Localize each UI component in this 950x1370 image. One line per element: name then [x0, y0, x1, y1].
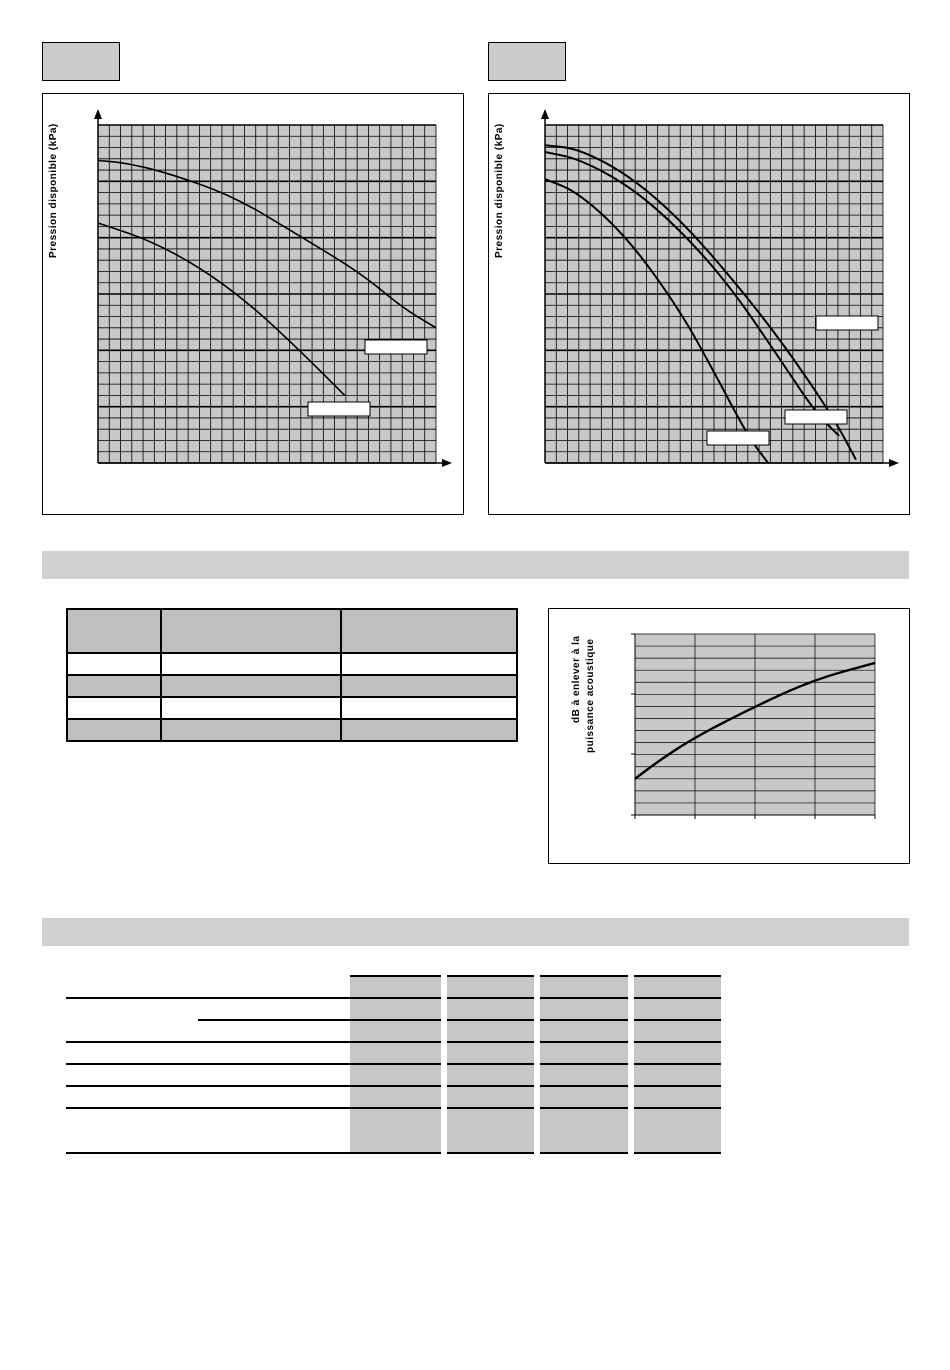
chart-sound-ylabel-2: puissance acoustique — [585, 638, 596, 753]
chart-sound-ylabel-1: dB à enlever à la — [571, 635, 582, 723]
chart-right-ylabel: Pression disponible (kPa) — [494, 123, 505, 258]
chart-left-ylabel: Pression disponible (kPa) — [48, 123, 59, 258]
